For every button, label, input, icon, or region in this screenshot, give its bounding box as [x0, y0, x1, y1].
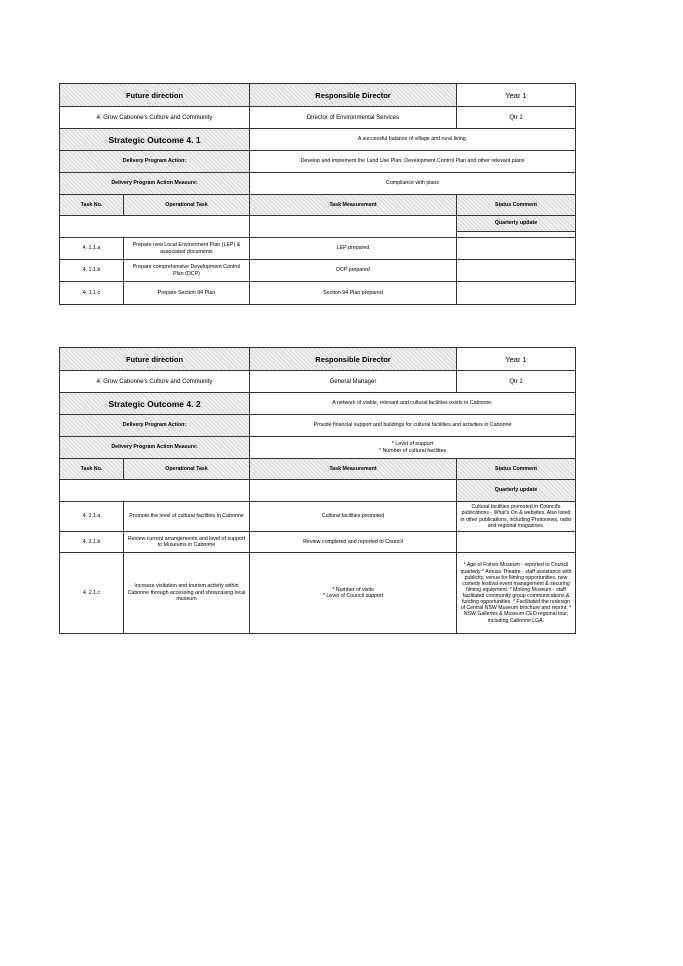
- plan-table-2: [59, 347, 576, 634]
- task-row: [60, 553, 575, 633]
- task-status: * Age of Fishes Museum - reported to Council quarterly * Amusu Theatre - staff assistance with publicity, venue for filming opportunities, new comedy festival event management & securing filming equipment. * Molong Museum - staff facilitated community group communications & funding opportunities. * Facilitated the redesign of Central NSW Museum brochure and reprint. * NSW Galleries & Museum CEO regional tour, including Cabonne LGA.: [460, 562, 572, 624]
- task-row: [60, 502, 575, 532]
- delivery-action-value: Provide financial support and buildings for cultural facilities and activities in Cabonne: [313, 422, 512, 429]
- task-measurement: * Number of visits * Level of Council support: [250, 553, 457, 633]
- plan-table-1: [59, 83, 576, 305]
- quarterly-row: [60, 216, 575, 238]
- task-status: [457, 532, 575, 552]
- responsible-director-header: Responsible Director: [250, 348, 457, 370]
- task-description: Increase visitation and tourism activity within Cabonne through accessing and showcasing local museum: [124, 553, 250, 633]
- task-number: 4. 1.1.c: [60, 282, 124, 304]
- blank-cell: [60, 480, 250, 501]
- task-measurement: DCP prepared: [250, 260, 457, 281]
- quarterly-cell: [457, 216, 575, 237]
- task-measurement: LEP prepared: [250, 238, 457, 259]
- measure-row: [60, 173, 575, 195]
- task-row: [60, 260, 575, 282]
- blank-cell: [250, 480, 457, 501]
- future-direction-value: 4. Grow Cabonne's Culture and Community: [60, 107, 250, 128]
- responsible-director-header: Responsible Director: [250, 84, 457, 106]
- blank-cell: [250, 216, 457, 237]
- measure-line: * Level of support: [391, 441, 434, 448]
- direction-row: [60, 371, 575, 393]
- task-row: [60, 238, 575, 260]
- future-direction-header: Future direction: [60, 348, 250, 370]
- task-measurement-header: Task Measurement: [250, 195, 457, 215]
- task-row: [60, 532, 575, 553]
- year-label: Year 1: [505, 90, 527, 100]
- measure-row: [60, 437, 575, 459]
- task-number: 4. 1.1.b: [60, 260, 124, 281]
- operational-task-header: Operational Task: [124, 195, 250, 215]
- strategic-outcome-row: [60, 129, 575, 151]
- task-description: Prepare Section 94 Plan: [124, 282, 250, 304]
- strategic-outcome-desc: A successful balance of village and rural living.: [357, 136, 468, 143]
- strategic-outcome-title: Strategic Outcome 4. 1: [60, 129, 250, 150]
- quarter-label: Qtr 1: [509, 114, 523, 121]
- task-row: [60, 282, 575, 304]
- task-no-header: Task No.: [60, 459, 124, 479]
- action-row: [60, 151, 575, 173]
- action-row: [60, 415, 575, 437]
- status-comment-header: Status Comment: [457, 459, 575, 479]
- future-direction-value: 4. Grow Cabonne's Culture and Community: [60, 371, 250, 392]
- task-number: 4. 2.1.a: [60, 502, 124, 531]
- task-number: 4. 2.1.c: [60, 553, 124, 633]
- task-measurement-header: Task Measurement: [250, 459, 457, 479]
- task-measurement: Cultural facilities promoted: [250, 502, 457, 531]
- delivery-measure-header: Delivery Program Action Measure:: [60, 437, 250, 458]
- delivery-action-header: Delivery Program Action:: [60, 415, 250, 436]
- strategic-outcome-desc: A network of viable, relevant and cultural facilities exists in Cabonne.: [332, 400, 493, 407]
- task-status: Cultural facilities promoted in Council's publications - What's On & websites. Also listed in other publications, including Photonews, radio and regional magazines.: [460, 504, 572, 529]
- quarterly-update-label: Quarterly update: [457, 216, 575, 232]
- column-header-row: [60, 195, 575, 216]
- delivery-measure-header: Delivery Program Action Measure:: [60, 173, 250, 194]
- director-value: Director of Environmental Services: [250, 107, 457, 128]
- task-description: Promote the level of cultural facilities in Cabonne: [124, 502, 250, 531]
- header-row: [60, 84, 575, 107]
- task-description: Prepare comprehensive Development Control Plan (DCP): [124, 260, 250, 281]
- quarterly-cell: [457, 480, 575, 501]
- quarterly-row: [60, 480, 575, 502]
- strategic-outcome-title: Strategic Outcome 4. 2: [60, 393, 250, 414]
- task-measurement: Section 94 Plan prepared: [250, 282, 457, 304]
- delivery-measure-value: [250, 437, 575, 458]
- header-row: [60, 348, 575, 371]
- task-no-header: Task No.: [60, 195, 124, 215]
- operational-task-header: Operational Task: [124, 459, 250, 479]
- task-description: Prepare new Local Environment Plan (LEP) & associated documents: [124, 238, 250, 259]
- blank-cell: [60, 216, 250, 237]
- quarter-label: Qtr 1: [509, 378, 523, 385]
- task-status: [457, 260, 575, 281]
- task-number: 4. 2.1.b: [60, 532, 124, 552]
- measure-line: Compliance with plans: [386, 180, 439, 187]
- task-status: [457, 282, 575, 304]
- direction-row: [60, 107, 575, 129]
- delivery-action-value: Develop and implement the Land Use Plan, Development Control Plan and other relevant plans: [300, 158, 525, 165]
- task-number: 4. 1.1.a: [60, 238, 124, 259]
- quarterly-update-label: Quarterly update: [457, 480, 575, 501]
- task-description: Review current arrangements and level of support to Museums in Cabonne: [124, 532, 250, 552]
- future-direction-header: Future direction: [60, 84, 250, 106]
- year-label: Year 1: [505, 354, 527, 364]
- status-comment-header: Status Comment: [457, 195, 575, 215]
- strategic-outcome-row: [60, 393, 575, 415]
- task-measurement: Review completed and reported to Council: [250, 532, 457, 552]
- task-status: [457, 238, 575, 259]
- director-value: General Manager: [250, 371, 457, 392]
- measure-line: * Number of cultural facilities: [378, 447, 447, 454]
- column-header-row: [60, 459, 575, 480]
- delivery-action-header: Delivery Program Action:: [60, 151, 250, 172]
- delivery-measure-value: [250, 173, 575, 194]
